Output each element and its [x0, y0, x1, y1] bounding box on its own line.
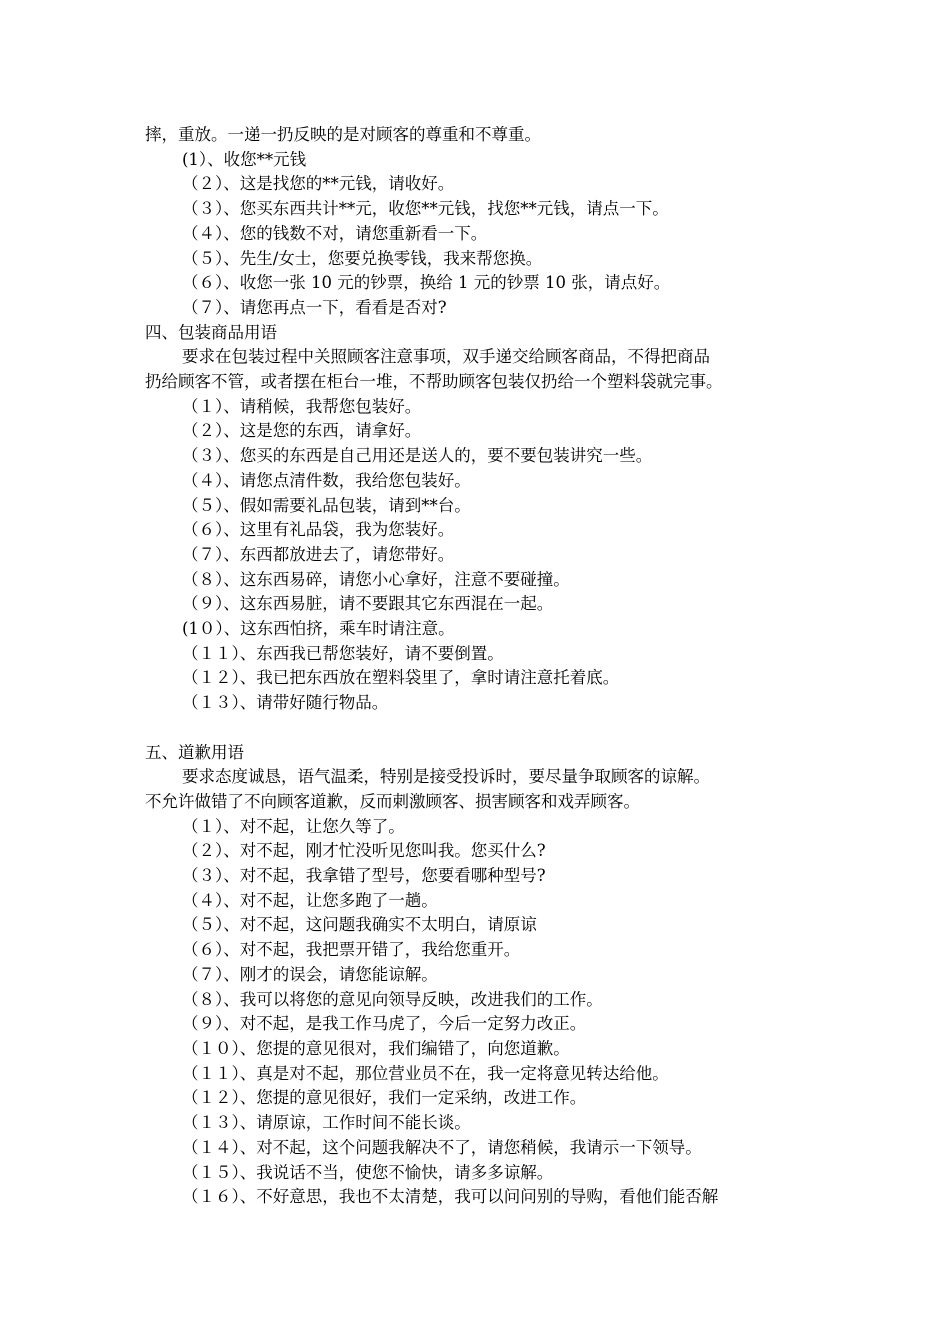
blank-line: [145, 716, 810, 741]
packaging-item: （７）、东西都放进去了，请您带好。: [182, 544, 455, 564]
section-paragraph: 不允许做错了不向顾客道歉，反而刺激顾客、损害顾客和戏弄顾客。: [145, 791, 640, 811]
section-paragraph: 要求态度诚恳，语气温柔，特别是接受投诉时，要尽量争取顾客的谅解。: [182, 767, 710, 787]
apology-item: （１４）、对不起，这个问题我解决不了，请您稍候，我请示一下领导。: [182, 1137, 702, 1157]
apology-item: （１）、对不起，让您久等了。: [182, 816, 405, 836]
money-item: （４）、您的钱数不对，请您重新看一下。: [182, 223, 488, 243]
packaging-item: (1０）、这东西怕挤，乘车时请注意。: [182, 619, 455, 639]
section-heading-apology: 五、道歉用语: [145, 742, 244, 762]
money-item: （２）、这是找您的**元钱，请收好。: [182, 174, 455, 194]
apology-item: （３）、对不起，我拿错了型号，您要看哪种型号?: [182, 866, 546, 886]
money-item: （５）、先生/女士，您要兑换零钱，我来帮您换。: [182, 248, 543, 268]
packaging-item: （４）、请您点清件数，我给您包装好。: [182, 470, 471, 490]
money-item: （６）、收您一张 10 元的钞票，换给 1 元的钞票 10 张，请点好。: [182, 273, 671, 293]
apology-item: （１２）、您提的意见很好，我们一定采纳，改进工作。: [182, 1088, 587, 1108]
apology-item: （１３）、请原谅，工作时间不能长谈。: [182, 1113, 471, 1133]
apology-item: （２）、对不起，刚才忙没听见您叫我。您买什么?: [182, 841, 546, 861]
apology-item: （１１）、真是对不起，那位营业员不在，我一定将意见转达给他。: [182, 1063, 669, 1083]
apology-item: （１５）、我说话不当，使您不愉快，请多多谅解。: [182, 1162, 554, 1182]
packaging-item: （３）、您买的东西是自己用还是送人的，要不要包装讲究一些。: [182, 446, 653, 466]
apology-item: （６）、对不起，我把票开错了，我给您重开。: [182, 940, 521, 960]
packaging-item: （５）、假如需要礼品包装，请到**台。: [182, 495, 471, 515]
apology-item: （９）、对不起，是我工作马虎了，今后一定努力改正。: [182, 1014, 587, 1034]
packaging-item: （６）、这里有礼品袋，我为您装好。: [182, 520, 455, 540]
packaging-item: （１１）、东西我已帮您装好，请不要倒置。: [182, 643, 504, 663]
section-paragraph: 扔给顾客不管，或者摆在柜台一堆，不帮助顾客包装仅扔给一个塑料袋就完事。: [145, 372, 723, 392]
apology-item: （７）、刚才的误会，请您能谅解。: [182, 964, 438, 984]
packaging-item: （２）、这是您的东西，请拿好。: [182, 421, 422, 441]
packaging-item: （８）、这东西易碎，请您小心拿好，注意不要碰撞。: [182, 569, 570, 589]
document-body: [145, 123, 810, 1210]
packaging-item: （９）、这东西易脏，请不要跟其它东西混在一起。: [182, 594, 554, 614]
apology-item: （１０）、您提的意见很对，我们编错了，向您道歉。: [182, 1039, 570, 1058]
apology-item: （５）、对不起，这问题我确实不太明白，请原谅: [182, 915, 537, 935]
apology-item: （４）、对不起，让您多跑了一趟。: [182, 890, 438, 910]
intro-continuation: 摔，重放。一递一扔反映的是对顾客的尊重和不尊重。: [145, 125, 541, 144]
packaging-item: （１３）、请带好随行物品。: [182, 693, 389, 713]
money-item: （７）、请您再点一下，看看是否对?: [182, 297, 447, 317]
section-heading-packaging: 四、包装商品用语: [145, 322, 277, 342]
packaging-item: （１）、请稍候，我帮您包装好。: [182, 396, 422, 416]
money-item: (1）、收您**元钱: [182, 149, 307, 169]
section-paragraph: 要求在包装过程中关照顾客注意事项，双手递交给顾客商品，不得把商品: [182, 347, 710, 367]
packaging-item: （１２）、我已把东西放在塑料袋里了，拿时请注意托着底。: [182, 668, 620, 688]
money-item: （３）、您买东西共计**元，收您**元钱，找您**元钱，请点一下。: [182, 199, 669, 219]
apology-item: （１６）、不好意思，我也不太清楚，我可以问问别的导购，看他们能否解: [182, 1187, 719, 1207]
apology-item: （８）、我可以将您的意见向领导反映，改进我们的工作。: [182, 989, 603, 1009]
